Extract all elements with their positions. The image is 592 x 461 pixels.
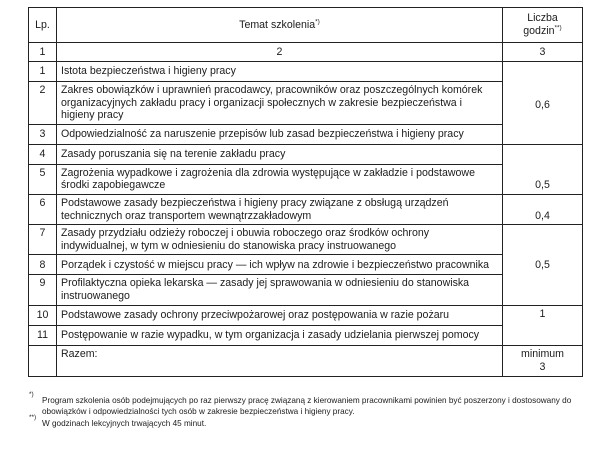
row-topic: Zakres obowiązków i uprawnień pracodawcy, pracowników oraz poszczególnych komórek organizacyjnych zakładu pracy i organizacji społecznych w zakresie bezpieczeństwa i higieny pracy: [57, 82, 503, 125]
column-number: 1: [29, 43, 57, 62]
column-number: 3: [503, 43, 583, 62]
column-number: 2: [57, 43, 503, 62]
row-topic: Podstawowe zasady ochrony przeciwpożarowej oraz postępowania w razie pożaru: [57, 305, 503, 325]
row-number: 11: [29, 325, 57, 345]
hours-cell: 0,5: [503, 225, 583, 305]
row-topic: Odpowiedzialność za naruszenie przepisów lub zasad bezpieczeństwa i higieny pracy: [57, 124, 503, 144]
column-number-row: [29, 43, 583, 62]
footnote-1: *) Program szkolenia osób podejmujących po raz pierwszy pracę związaną z kierowaniem pracownikami powinien być poszerzony i dostosowany do obowiązków i odpowiedzialności tych osób w zakresie bezpieczeństwa i higieny pracy.: [29, 391, 572, 417]
hours-cell: 0,6: [503, 62, 583, 145]
header-lp: Lp.: [29, 8, 57, 43]
footnote-2: **) W godzinach lekcyjnych trwających 45 minut.: [29, 413, 207, 428]
row-number: 10: [29, 305, 57, 325]
row-number: 4: [29, 144, 57, 164]
row-number: 1: [29, 62, 57, 82]
header-hours: Liczba godzin**): [503, 8, 583, 43]
header-topic: Temat szkolenia*): [57, 8, 503, 43]
total-value: minimum 3: [503, 345, 583, 376]
hours-cell: 0,5: [503, 144, 583, 194]
row-number: 7: [29, 225, 57, 255]
table-row: [29, 275, 583, 305]
table-row: [29, 82, 583, 125]
row-number: 3: [29, 124, 57, 144]
table-row: [29, 255, 583, 275]
row-number: 8: [29, 255, 57, 275]
table-row: [29, 305, 583, 325]
row-number: 5: [29, 164, 57, 194]
table-row: [29, 225, 583, 255]
total-label: Razem:: [57, 345, 503, 376]
training-program-table: [28, 7, 583, 377]
footnote-ref-1: *): [315, 18, 320, 26]
total-empty-cell: [29, 345, 57, 376]
row-topic: Istota bezpieczeństwa i higieny pracy: [57, 62, 503, 82]
row-number: 6: [29, 194, 57, 224]
row-topic: Porządek i czystość w miejscu pracy — ich wpływ na zdrowie i bezpieczeństwo pracownika: [57, 255, 503, 275]
row-topic: Postępowanie w razie wypadku, w tym organizacja i zasady udzielania pierwszej pomocy: [57, 325, 503, 345]
hours-cell: 1: [503, 305, 583, 345]
table-row: [29, 62, 583, 82]
row-topic: Zasady przydziału odzieży roboczej i obuwia roboczego oraz środków ochrony indywidualnej, w tym w odniesieniu do stanowiska pracy instruowanego: [57, 225, 503, 255]
footnote-text: W godzinach lekcyjnych trwających 45 minut.: [42, 418, 207, 428]
row-topic: Profilaktyczna opieka lekarska — zasady jej sprawowania w odniesieniu do stanowiska instruowanego: [57, 275, 503, 305]
table-row: [29, 144, 583, 164]
hours-cell: 0,4: [503, 194, 583, 224]
footnote-text: Program szkolenia osób podejmujących po raz pierwszy pracę związaną z kierowaniem pracownikami powinien być poszerzony i dostosowany do obowiązków i odpowiedzialności tych osób w zakresie bezpieczeństwa i higieny pracy.: [42, 396, 572, 417]
table-row: [29, 124, 583, 144]
row-topic: Zasady poruszania się na terenie zakładu pracy: [57, 144, 503, 164]
row-topic: Zagrożenia wypadkowe i zagrożenia dla zdrowia występujące w zakładzie i podstawowe środki zapobiegawcze: [57, 164, 503, 194]
table-row: [29, 164, 583, 194]
total-row: [29, 345, 583, 376]
table-row: [29, 194, 583, 224]
row-number: 2: [29, 82, 57, 125]
footnotes: [29, 391, 585, 429]
row-topic: Podstawowe zasady bezpieczeństwa i higieny pracy związane z obsługą urządzeń technicznych oraz transportem wewnątrzzakładowym: [57, 194, 503, 224]
footnote-ref-2: **): [554, 24, 562, 32]
table-row: [29, 325, 583, 345]
row-number: 9: [29, 275, 57, 305]
